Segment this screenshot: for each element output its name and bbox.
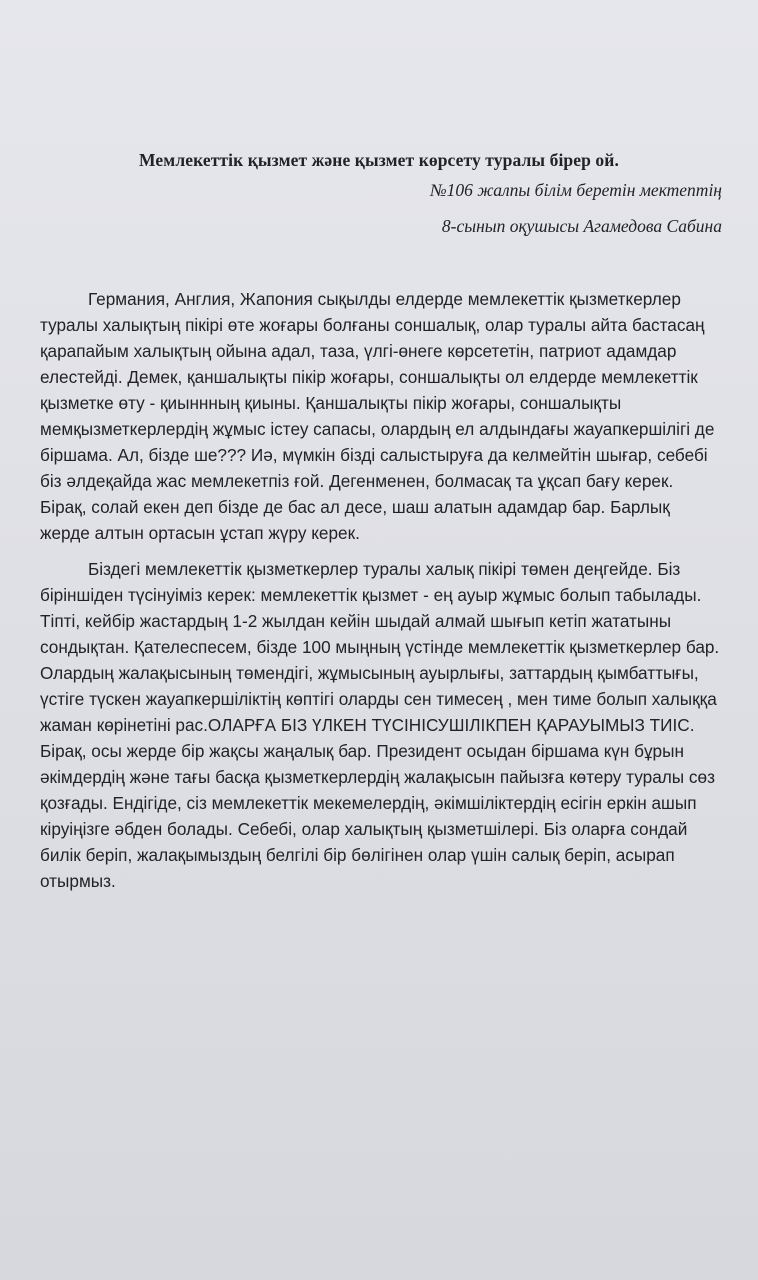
paragraph: Біздегі мемлекеттік қызметкерлер туралы халық пікірі төмен деңгейде. Біз біріншіден түсінуіміз керек: мемлекеттік қызмет - ең ауыр жұмыс болып табылады. Тіпті, кейбір жастардың 1-2 жылдан кейін шыдай алмай шығып кетіп жататыны сондықтан. Қателеспесем, бізде 100 мыңның үстінде мемлекеттік қызметкерлер бар. Олардың жалақысының төмендігі, жұмысының ауырлығы, заттардың қымбаттығы, үстіге түскен жауапкершіліктің көптігі оларды сен тимесең , мен тиме болып халыққа жаман көрінетіні рас.ОЛАРҒА БІЗ ҮЛКЕН ТҮСІНІСУШІЛІКПЕН ҚАРАУЫМЫЗ ТИІС. Бірақ, осы жерде бір жақсы жаңалық бар. Президент осыдан біршама күн бұрын әкімдердің және тағы басқа қызметкерлердің жалақысын пайызға көтеру туралы сөз қозғады. Ендігіде, сіз мемлекеттік мекемелердің, әкімшіліктердің есігін еркін ашып кіруіңізге әбден болады. Себебі, олар халықтың қызметшілері. Біз оларға сондай билік беріп, жалақымыздың белгілі бір бөлігінен олар үшін салық беріп, асырап отырмыз.	[40, 559, 720, 891]
document-title: Мемлекеттік қызмет және қызмет көрсету туралы бірер ой.	[139, 150, 619, 170]
paragraph: Германия, Англия, Жапония сықылды елдерде мемлекеттік қызметкерлер туралы халықтың пікірі өте жоғары болғаны соншалық, олар туралы айта бастасаң қарапайым халықтың ойына адал, таза, үлгі-өнеге көрсететін, патриот адамдар елестейді. Демек, қаншалықты пікір жоғары, соншалықты ол елдерде мемлекеттік қызметке өту - қиыннның қиыны. Қаншалықты пікір жоғары, соншалықты мемқызметкерлердің жұмыс істеу сапасы, олардың ел алдындағы жауапкершілігі де біршама. Ал, бізде ше??? Иә, мүмкін бізді салыстыруға да келмейтін шығар, себебі біз әлдеқайда жас мемлекетпіз ғой. Дегенменен, болмасақ та ұқсап бағу керек. Бірақ, солай екен деп бізде де бас ал десе, шаш алатын адамдар бар. Барлық жерде алтын ортасын ұстап жүру керек.	[40, 289, 715, 543]
author-line: 8-сынып оқушысы Агамедова Сабина	[441, 216, 722, 236]
document-body	[40, 286, 722, 904]
school-line: №106 жалпы білім беретін мектептің	[430, 180, 722, 200]
